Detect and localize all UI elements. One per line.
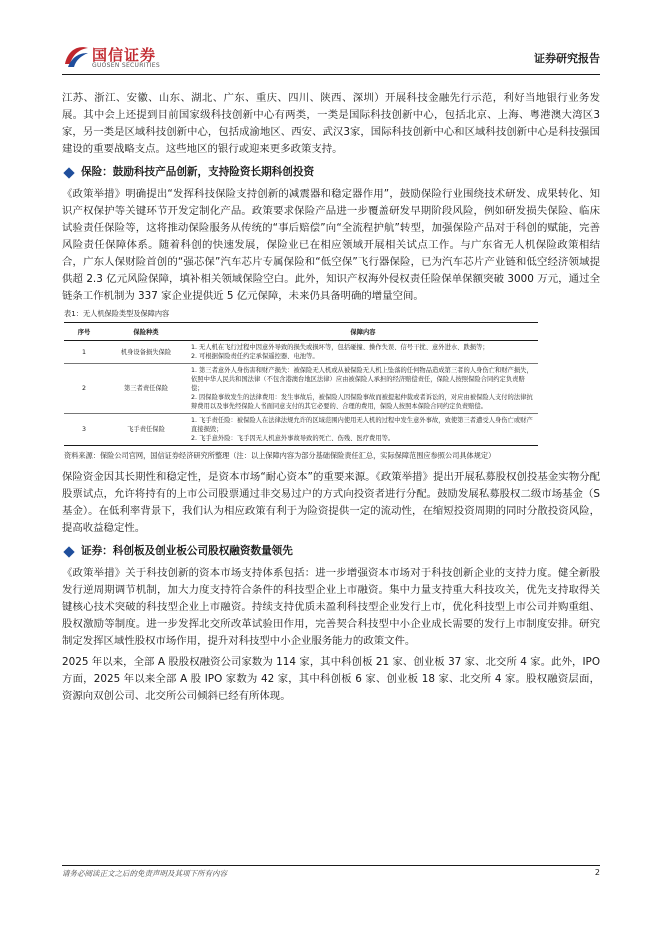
- securities-stats-paragraph: 2025 年以来，全部 A 股股权融资公司家数为 114 家，其中科创板 21 家、创业板 37 家、北交所 4 家。此外，IPO 方面，2025 年以来全部 A 股 IPO 家数为 42 家，其中科创板 6 家、创业板 18 家、北交所 4 家。股权融资层面，资源向双创公司、北交所公司倾斜已经有所体现。: [62, 656, 600, 702]
- logo-en-text: GUOSEN SECURITIES: [92, 62, 161, 69]
- table-cell-type: 飞手责任保险: [104, 414, 188, 446]
- table-cell-content: 1. 第三者意外人身伤害和财产损失：被保险无人机或从被保险无人机上坠落的任何物品造成第三者的人身伤亡和财产损失，依照中华人民共和国法律（不包含港澳台地区法律）应由被保险人承担的经济赔偿责任，保险人按照保险合同约定负责赔偿； 2. 因保险事故发生的法律费用：发生事故后，被保险人因保险事故而被提起仲裁或者诉讼的，对应由被保险人支付的法律抗辩费用以及事先经保险人书面同意支付的其它必要的、合理的费用，保险人按照本保险合同约定负责赔偿。: [188, 364, 538, 414]
- report-type-label: 证券研究报告: [534, 52, 600, 65]
- main-content: [62, 90, 600, 709]
- footer-disclaimer: 请务必阅读正文之后的免责声明及其项下所有内容: [62, 869, 227, 878]
- header-divider: [62, 74, 600, 75]
- page-number: 2: [594, 868, 600, 877]
- guosen-logo-icon: [62, 42, 90, 70]
- insurance-paragraph: 《政策举措》明确提出“发挥科技保险支持创新的减震器和稳定器作用”，鼓励保险行业围绕技术研发、成果转化、知识产权保护等关键环节开发定制化产品。政策要求保险产品进一步覆盖研发早期阶段风险，例如研发损失保险、临床试验责任保险等，这将推动保险服务从传统的“事后赔偿”向“全流程护航”转型，加强保险产品对于科创的赋能，完善风险责任保障体系。随着科创的快速发展，保险业已在相应领域开展相关试点工作。与广东省无人机保险政策相结合，广东人保财险首创的“强芯保”汽车芯片专属保险和“低空保”飞行器保险，已为汽车芯片产业链和低空经济领域提供超 2.3 亿元风险保障，填补相关领域保险空白。此外，知识产权海外侵权责任险保单保额突破 3000 万元，通过全链条工作机制为 337 家企业提供近 5 亿元保障，未来仍具备明确的增量空间。: [62, 188, 600, 302]
- table-cell-type: 机身设备损失保险: [104, 341, 188, 364]
- table-cell-no: 2: [64, 364, 104, 414]
- table-cell-no: 1: [64, 341, 104, 364]
- intro-paragraph: 江苏、浙江、安徽、山东、湖北、广东、重庆、四川、陕西、深圳）开展科技金融先行示范，利好当地银行业务发展。其中会上还提到目前国家级科技创新中心有两类，一类是国际科技创新中心，包括北京、上海、粤港澳大湾区3家，另一类是区域科技创新中心，包括成渝地区、西安、武汉3家，国际科技创新中心和区域科技创新中心是科技强国建设的重要战略支点。这些地区的银行或迎来更多政策支持。: [62, 92, 600, 155]
- table-row: [64, 414, 538, 446]
- footer-divider: [62, 865, 600, 866]
- post-table-paragraph: 保险资金因其长期性和稳定性，是资本市场“耐心资本”的重要来源。《政策举措》提出开展私募股权创投基金实物分配股票试点，允许将持有的上市公司股票通过非交易过户的方式向投资者进行分配。鼓励发展私募股权二级市场基金（S 基金）。在低利率背景下，我们认为相应政策有利于为险资提供一定的流动性，在缩短投资周期的同时分散投资风险，提高收益稳定性。: [62, 471, 600, 534]
- section-title-insurance: [62, 164, 600, 181]
- table-cell-content: 1. 飞手责任险：被保险人在法律法规允许的区域范围内使用无人机的过程中发生意外事故，致使第三者遭受人身伤亡或财产直接损毁； 2. 飞手意外险：飞手因无人机意外事故导致的死亡、伤残、医疗费用等。: [188, 414, 538, 446]
- section-title-text: 证券：科创板及创业板公司股权融资数量领先: [81, 545, 293, 557]
- page-header: [62, 38, 600, 82]
- table-cell-content: 1. 无人机在飞行过程中因意外导致的损失或损坏等，包括碰撞、操作失误、信号干扰、意外进水、跌损等； 2. 可根据保险责任约定承保遥控器、电池等。: [188, 341, 538, 364]
- diamond-bullet-icon: [63, 546, 74, 557]
- securities-paragraph: 《政策举措》关于科技创新的资本市场支持体系包括：进一步增强资本市场对于科技创新企业的支持力度。健全新股发行逆周期调节机制，加大力度支持符合条件的科技型企业上市融资。集中力量支持重大科技攻关，优先支持取得关键核心技术突破的科技型企业上市融资。持续支持优质未盈利科技型企业发行上市，优化科技型上市公司并购重组、股权激励等制度。进一步发挥北交所改革试验田作用，完善契合科技型中小企业成长需要的发行上市制度安排。研究制定发挥区域性股权市场作用，提升对科技型中小企业服务能力的政策文件。: [62, 567, 600, 647]
- table-caption: 表1：无人机保险类型及保障内容: [64, 309, 170, 318]
- drone-insurance-table: [64, 322, 538, 446]
- section-title-securities: [62, 543, 600, 560]
- table-cell-no: 3: [64, 414, 104, 446]
- section-title-text: 保险：鼓励科技产品创新，支持险资长期科创投资: [81, 166, 315, 178]
- table-row: [64, 341, 538, 364]
- table-header-no: 序号: [64, 323, 104, 341]
- table-header-content: 保障内容: [188, 323, 538, 341]
- table-row: [64, 364, 538, 414]
- table-header-type: 保险种类: [104, 323, 188, 341]
- logo-cn-text: 国信证券: [92, 46, 157, 64]
- table-header-row: [64, 323, 538, 341]
- table-source-note: 资料来源：保险公司官网，国信证券经济研究所整理（注：以上保障内容为部分基础保险责任汇总，实际保障范围应参照公司具体规定）: [64, 451, 496, 460]
- diamond-bullet-icon: [63, 167, 74, 178]
- table-cell-type: 第三者责任保险: [104, 364, 188, 414]
